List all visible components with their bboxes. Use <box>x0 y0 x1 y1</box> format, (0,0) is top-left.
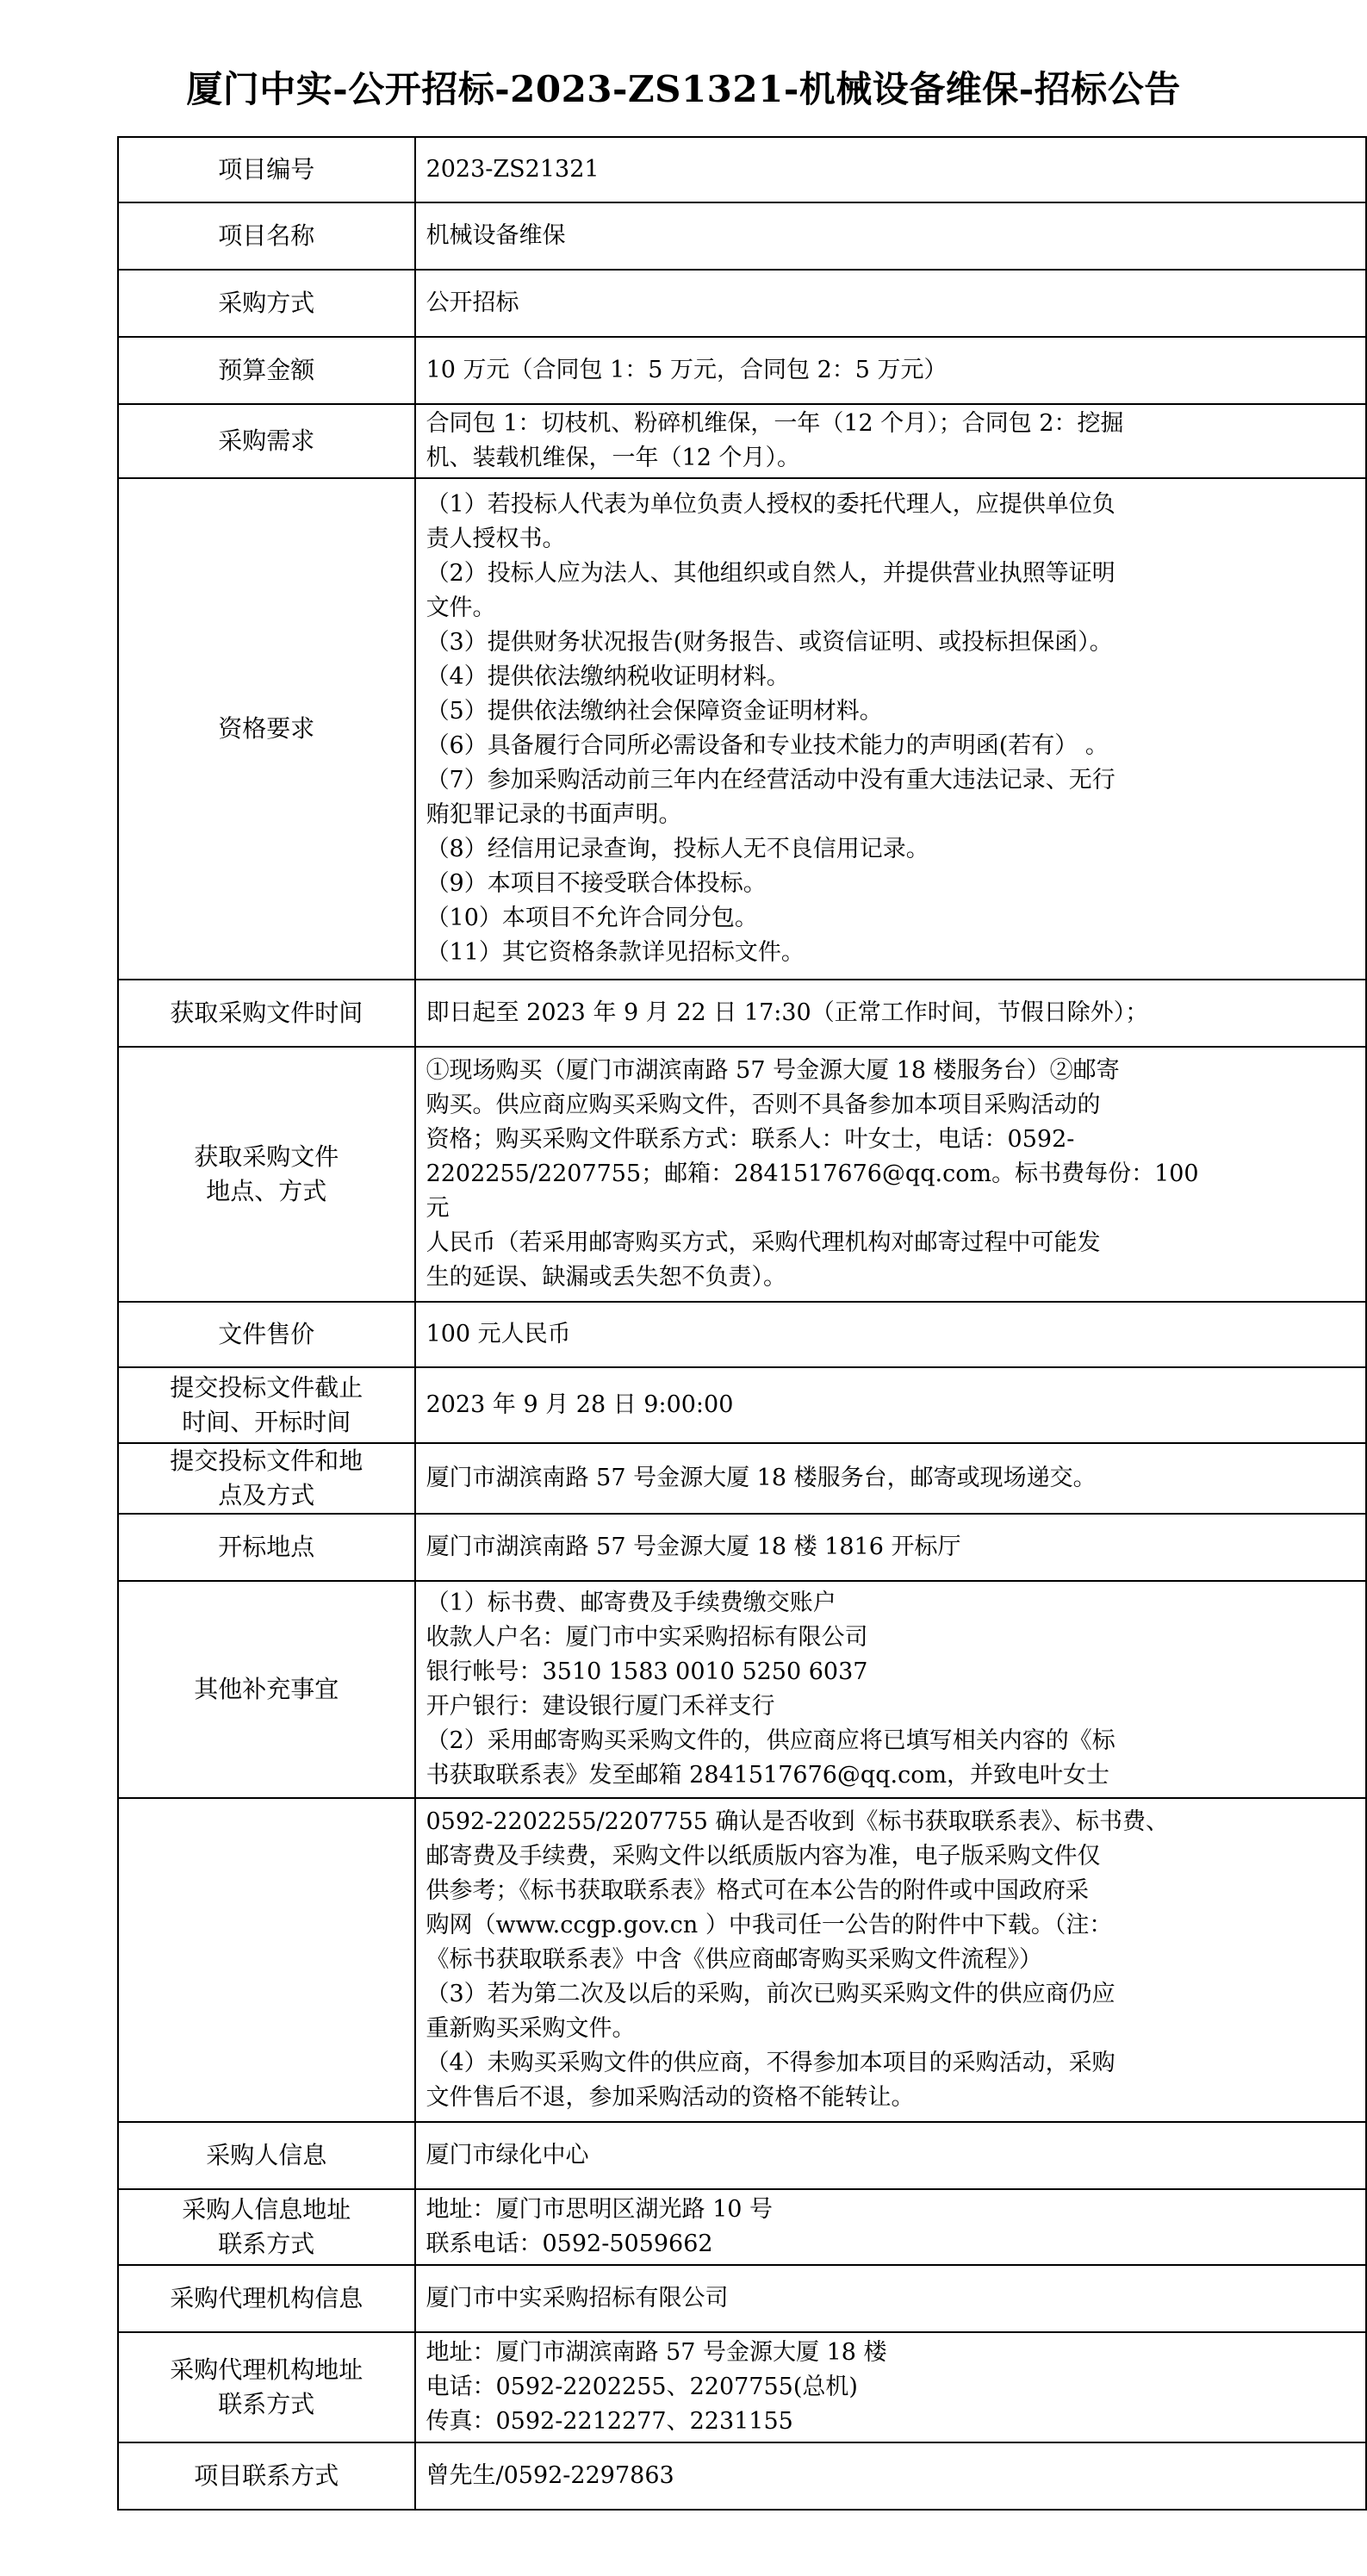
row-value <box>415 980 1366 1047</box>
row-value-line: （2）投标人应为法人、其他组织或自然人，并提供营业执照等证明 <box>426 560 1115 587</box>
row-value-line: 购买。供应商应购买采购文件，否则不具备参加本项目采购活动的 <box>426 1092 1101 1118</box>
row-label-line: 获取采购文件时间 <box>170 999 363 1027</box>
table-row <box>118 1443 1366 1514</box>
row-value-line: 2023-ZS21321 <box>426 156 600 183</box>
row-value-line: （3）若为第二次及以后的采购，前次已购买采购文件的供应商仍应 <box>426 1981 1115 2007</box>
row-value <box>415 478 1366 980</box>
row-value-line: （7）参加采购活动前三年内在经营活动中没有重大违法记录、无行 <box>426 767 1115 793</box>
row-value-line: 0592-2202255/2207755 确认是否收到《标书获取联系表》、标书费、 <box>426 1808 1170 1835</box>
row-value <box>415 2122 1367 2189</box>
table-row <box>118 1047 1366 1302</box>
row-value <box>415 404 1366 478</box>
row-value-line: （3）提供财务状况报告(财务报告、或资信证明、或投标担保函）。 <box>426 629 1113 656</box>
row-label <box>118 2122 415 2189</box>
row-label <box>118 202 415 270</box>
table-row <box>118 2265 1366 2332</box>
row-value-line: 书获取联系表》发至邮箱 2841517676@qq.com，并致电叶女士 <box>426 1762 1110 1789</box>
table-row <box>118 270 1366 337</box>
table-row <box>118 980 1366 1047</box>
row-value-line: 传真：0592-2212277、2231155 <box>426 2408 793 2435</box>
row-label-line: 采购代理机构信息 <box>170 2284 363 2312</box>
row-label <box>118 270 415 337</box>
row-value-line: 贿犯罪记录的书面声明。 <box>426 801 682 828</box>
row-value-line: （9）本项目不接受联合体投标。 <box>426 870 767 897</box>
table-row <box>118 478 1366 980</box>
row-value <box>415 2189 1367 2265</box>
row-label-line: 获取采购文件 <box>194 1142 339 1171</box>
table-row <box>118 2332 1366 2442</box>
row-value-line: （10）本项目不允许合同分包。 <box>426 905 758 931</box>
row-label-line: 采购需求 <box>218 426 315 455</box>
row-value-line: 机、装载机维保，一年（12 个月）。 <box>426 445 801 471</box>
row-value <box>415 1302 1366 1367</box>
row-value-line: 10 万元（合同包 1：5 万元，合同包 2：5 万元） <box>426 357 948 383</box>
row-value <box>415 137 1366 202</box>
table-row <box>118 1798 1366 2122</box>
row-value-line: 厦门市绿化中心 <box>426 2142 589 2168</box>
row-value-line: 邮寄费及手续费，采购文件以纸质版内容为准，电子版采购文件仅 <box>426 1843 1101 1870</box>
row-value-line: 电话：0592-2202255、2207755(总机) <box>426 2374 858 2400</box>
row-value-line: 2023 年 9 月 28 日 9:00:00 <box>426 1391 734 1418</box>
row-label-line: 采购人信息 <box>206 2141 327 2169</box>
table-row <box>118 2442 1366 2510</box>
row-value <box>415 270 1366 337</box>
row-value-line: 文件售后不退，参加采购活动的资格不能转让。 <box>426 2084 915 2111</box>
row-value-line: （8）经信用记录查询，投标人无不良信用记录。 <box>426 836 929 862</box>
row-value <box>415 2265 1367 2332</box>
row-label <box>118 2265 415 2332</box>
row-value-line: 生的延误、缺漏或丢失恕不负责）。 <box>426 1264 787 1291</box>
row-value-line: 厦门市湖滨南路 57 号金源大厦 18 楼服务台，邮寄或现场递交。 <box>426 1465 1097 1491</box>
row-value <box>415 1514 1366 1581</box>
announcement-table-part1 <box>117 136 1367 1799</box>
row-label-line: 联系方式 <box>218 2390 315 2418</box>
row-value <box>415 1047 1366 1302</box>
row-label <box>118 980 415 1047</box>
row-label <box>118 1798 415 2122</box>
row-label-line: 预算金额 <box>218 356 315 384</box>
row-value-line: 2202255/2207755；邮箱：2841517676@qq.com。标书费每份：100 <box>426 1160 1199 1187</box>
row-value <box>415 1798 1367 2122</box>
row-value-line: 厦门市中实采购招标有限公司 <box>426 2285 729 2312</box>
row-label-line: 点及方式 <box>218 1481 315 1509</box>
row-label-line: 其他补充事宜 <box>194 1675 339 1703</box>
row-label <box>118 337 415 404</box>
row-value <box>415 2332 1367 2442</box>
table-row <box>118 2122 1366 2189</box>
row-label-line: 采购人信息地址 <box>182 2195 351 2224</box>
row-label <box>118 1581 415 1798</box>
table-row <box>118 337 1366 404</box>
row-label <box>118 1367 415 1443</box>
row-value <box>415 1581 1366 1798</box>
row-value-line: 即日起至 2023 年 9 月 22 日 17:30（正常工作时间，节假日除外）； <box>426 999 1149 1026</box>
announcement-table-part2 <box>117 1797 1367 2511</box>
row-label-line: 资格要求 <box>218 714 315 743</box>
row-label-line: 联系方式 <box>218 2230 315 2258</box>
row-value <box>415 1443 1366 1514</box>
row-label <box>118 404 415 478</box>
row-label <box>118 478 415 980</box>
row-value-line: 收款人户名：厦门市中实采购招标有限公司 <box>426 1624 868 1651</box>
row-value <box>415 2442 1367 2510</box>
row-value <box>415 202 1366 270</box>
row-label <box>118 1302 415 1367</box>
row-value-line: （6）具备履行合同所必需设备和专业技术能力的声明函(若有） 。 <box>426 732 1109 759</box>
row-value-line: 联系电话：0592-5059662 <box>426 2231 713 2257</box>
row-label-line: 时间、开标时间 <box>182 1408 351 1436</box>
row-value-line: 公开招标 <box>426 289 519 316</box>
row-value-line: ①现场购买（厦门市湖滨南路 57 号金源大厦 18 楼服务台）②邮寄 <box>426 1057 1120 1084</box>
row-value-line: （11）其它资格条款详见招标文件。 <box>426 939 805 966</box>
row-label-line: 采购代理机构地址 <box>170 2355 363 2384</box>
row-label-line: 项目编号 <box>218 155 315 184</box>
row-value-line: 重新购买采购文件。 <box>426 2015 636 2042</box>
row-label <box>118 1047 415 1302</box>
page-title: 厦门中实-公开招标-2023-ZS1321-机械设备维保-招标公告 <box>186 68 1181 110</box>
row-value-line: （2）采用邮寄购买采购文件的，供应商应将已填写相关内容的《标 <box>426 1727 1115 1754</box>
row-label <box>118 2332 415 2442</box>
row-label-line: 文件售价 <box>218 1320 315 1348</box>
row-value-line: 元 <box>426 1195 450 1222</box>
table-row <box>118 137 1366 202</box>
row-value-line: 厦门市湖滨南路 57 号金源大厦 18 楼 1816 开标厅 <box>426 1534 961 1560</box>
row-value-line: 资格；购买采购文件联系方式：联系人：叶女士，电话：0592- <box>426 1126 1075 1153</box>
row-label-line: 项目名称 <box>218 221 315 250</box>
row-label-line: 地点、方式 <box>206 1177 327 1205</box>
row-value-line: 银行帐号：3510 1583 0010 5250 6037 <box>426 1658 868 1685</box>
row-label-line: 开标地点 <box>218 1533 315 1561</box>
row-value-line: （1）标书费、邮寄费及手续费缴交账户 <box>426 1590 836 1616</box>
row-value-line: 文件。 <box>426 594 496 621</box>
row-value-line: 供参考；《标书获取联系表》格式可在本公告的附件或中国政府采 <box>426 1877 1089 1904</box>
row-value-line: 地址：厦门市思明区湖光路 10 号 <box>426 2196 774 2223</box>
row-value-line: 开户银行：建设银行厦门禾祥支行 <box>426 1693 775 1720</box>
row-value <box>415 1367 1366 1443</box>
row-value-line: 地址：厦门市湖滨南路 57 号金源大厦 18 楼 <box>426 2339 887 2366</box>
row-value-line: 合同包 1：切枝机、粉碎机维保，一年（12 个月）；合同包 2：挖掘 <box>426 410 1124 437</box>
table-row <box>118 2189 1366 2265</box>
row-value-line: 机械设备维保 <box>426 222 566 249</box>
row-label-line: 采购方式 <box>218 289 315 317</box>
row-label-line: 提交投标文件和地 <box>170 1447 363 1475</box>
row-value-line: 《标书获取联系表》中含《供应商邮寄购买采购文件流程》） <box>426 1946 1042 1973</box>
row-value-line: 购网（www.ccgp.gov.cn ）中我司任一公告的附件中下载。（注： <box>426 1912 1113 1938</box>
row-value-line: 人民币（若采用邮寄购买方式，采购代理机构对邮寄过程中可能发 <box>426 1229 1101 1256</box>
row-label-line: 提交投标文件截止 <box>170 1373 363 1402</box>
row-value-line: （5）提供依法缴纳社会保障资金证明材料。 <box>426 698 883 725</box>
table-row <box>118 1367 1366 1443</box>
table-row <box>118 202 1366 270</box>
row-label <box>118 2442 415 2510</box>
row-label-line: 项目联系方式 <box>194 2461 339 2490</box>
row-label <box>118 137 415 202</box>
row-value-line: 责人授权书。 <box>426 526 566 552</box>
table-row <box>118 1514 1366 1581</box>
row-value-line: （1）若投标人代表为单位负责人授权的委托代理人，应提供单位负 <box>426 491 1115 518</box>
row-value-line: （4）未购买采购文件的供应商，不得参加本项目的采购活动，采购 <box>426 2050 1115 2076</box>
table-row <box>118 404 1366 478</box>
row-value <box>415 337 1366 404</box>
table-row <box>118 1581 1366 1798</box>
row-value-line: 曾先生/0592-2297863 <box>426 2462 674 2489</box>
row-label <box>118 1443 415 1514</box>
row-label <box>118 1514 415 1581</box>
row-label <box>118 2189 415 2265</box>
table-row <box>118 1302 1366 1367</box>
row-value-line: （4）提供依法缴纳税收证明材料。 <box>426 663 790 690</box>
row-value-line: 100 元人民币 <box>426 1321 571 1347</box>
